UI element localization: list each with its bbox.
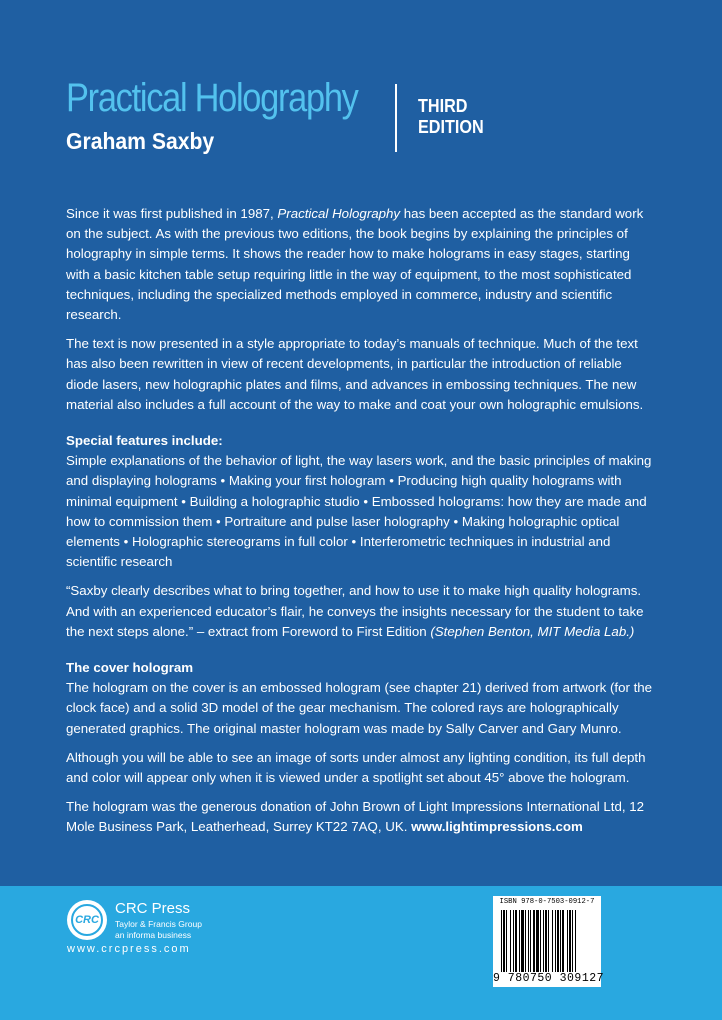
feature-item: Simple explanations of the behavior of light, the way lasers work, and the basic principles of making and displaying holograms	[66, 453, 652, 489]
hologram-p3-text: The hologram was the generous donation of John Brown of Light Impressions International Ltd, 12 Mole Business Park, Leatherhead, Surrey KT22 7AQ, UK.	[66, 799, 645, 835]
hologram-paragraph-1: The hologram on the cover is an embossed hologram (see chapter 21) derived from artwork (for the clock face) and a solid 3D model of the gear mechanism. The colored rays are holographically generated graphics. The original master hologram was made by Sally Carver and Gary Munro.	[66, 680, 653, 736]
intro-p1-end: has been accepted as the standard work on the subject. As with the previous two editions, the book begins by explaining the principles of holography in simple terms. It shows the reader how to make holograms in easy stages, starting with a basic kitchen table setup requiring little in the way of equipment, to the most sophisticated techniques, including the specialized methods employed in commerce, industry and scientific research.	[66, 206, 644, 323]
isbn-digits: 9 780750 309127	[493, 972, 605, 985]
feature-separator: •	[385, 473, 398, 489]
review-quote	[66, 581, 656, 642]
intro-paragraph-1	[66, 204, 656, 325]
edition-line-2: EDITION	[418, 117, 484, 137]
feature-item: Interferometric techniques in industrial and scientific research	[66, 534, 611, 570]
hologram-paragraph-3	[66, 797, 656, 837]
features-section	[66, 431, 656, 572]
crc-logo-text: CRC	[71, 904, 103, 936]
title-divider	[395, 84, 397, 152]
intro-paragraph-2: The text is now presented in a style appropriate to today’s manuals of technique. Much of the text has also been rewritten in view of recent developments, in particular the introduction of reliable diode lasers, new holographic plates and films, and advances in embossing techniques. The new material also includes a full account of the way to make and coat your own holographic emulsions.	[66, 336, 644, 412]
feature-separator: •	[449, 513, 462, 529]
publisher-group: Taylor & Francis Group	[115, 919, 202, 929]
isbn-barcode	[493, 896, 605, 987]
hologram-heading: The cover hologram	[66, 660, 194, 676]
features-heading: Special features include:	[66, 433, 223, 449]
hologram-section	[66, 658, 656, 838]
light-impressions-url[interactable]: www.lightimpressions.com	[411, 819, 583, 835]
book-author: Graham Saxby	[66, 128, 215, 154]
feature-item: Producing high quality holograms with minimal equipment	[66, 473, 622, 509]
edition-line-1: THIRD	[418, 96, 468, 116]
cover-header	[66, 76, 666, 166]
feature-item: Making holographic optical elements	[66, 513, 620, 550]
features-list	[66, 451, 656, 572]
book-title: Practical Holography	[66, 76, 358, 120]
feature-separator: •	[177, 493, 190, 509]
feature-item: Making your first hologram	[228, 473, 386, 489]
quote-text: “Saxby clearly describes what to bring together, and how to use it to make high quality holograms. And with an experienced educator’s flair, he conveys the insights necessary for the student to take the next steps alone.” – extract from Foreword to First Edition	[66, 583, 644, 639]
publisher-parent: an informa business	[115, 930, 192, 940]
footer-band	[0, 886, 722, 1020]
feature-separator: •	[347, 534, 360, 550]
back-cover-copy	[66, 204, 656, 847]
hologram-paragraph-2: Although you will be able to see an image of sorts under almost any lighting condition, its full depth and color will appear only when it is viewed under a spotlight set about 45° above the hologram.	[66, 749, 646, 786]
barcode-bars-icon	[501, 910, 593, 972]
feature-separator: •	[216, 473, 229, 489]
crc-logo-icon	[67, 900, 107, 940]
feature-item: Embossed holograms: how they are made and how to commission them	[66, 493, 647, 529]
feature-item: Building a holographic studio	[189, 493, 360, 509]
intro-p1-book-title: Practical Holography	[277, 206, 401, 221]
feature-item: Holographic stereograms in full color	[132, 534, 348, 550]
publisher-name: CRC Press	[115, 900, 191, 917]
quote-source: (Stephen Benton, MIT Media Lab.)	[430, 623, 635, 639]
isbn-text: ISBN 978-0-7503-0912-7	[499, 898, 595, 906]
feature-item: Portraiture and pulse laser holography	[224, 513, 450, 529]
intro-p1-start: Since it was first published in 1987,	[66, 206, 278, 221]
feature-separator: •	[359, 493, 372, 509]
edition-label	[418, 96, 484, 138]
publisher-url[interactable]: www.crcpress.com	[67, 943, 191, 955]
feature-separator: •	[212, 513, 225, 529]
feature-separator: •	[119, 534, 133, 550]
